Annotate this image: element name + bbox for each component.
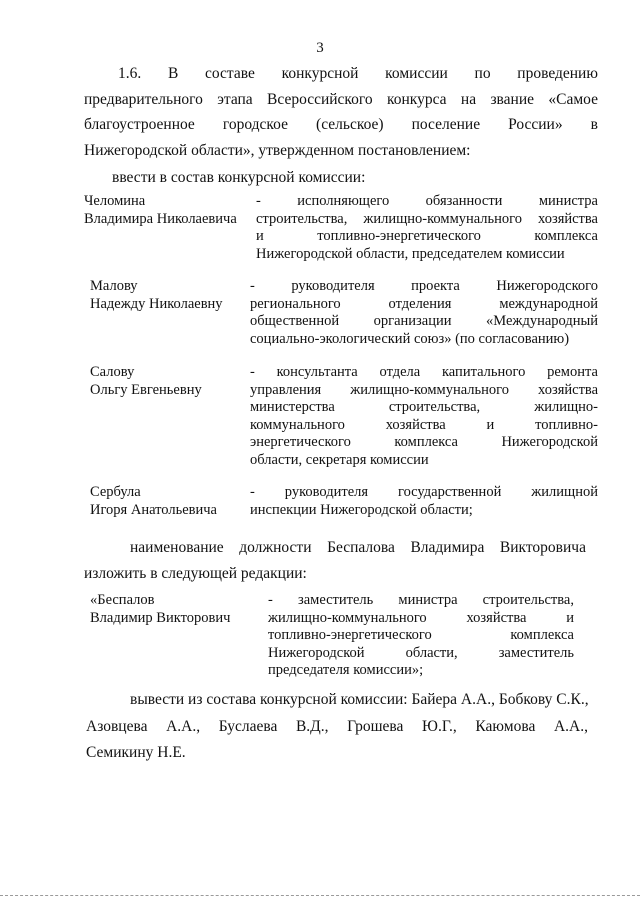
intro-word: благоустроенное xyxy=(84,116,195,133)
remove-word: А.А., xyxy=(166,718,201,735)
position-word: строительства, xyxy=(482,592,574,608)
remove-line-1: вывести из состава конкурсной комиссии: Байера А.А., Бобкову С.К., xyxy=(130,691,589,708)
intro-word: составе xyxy=(205,65,255,82)
position-line xyxy=(256,193,598,211)
remove-line-3: Семикину Н.Е. xyxy=(86,744,186,761)
new-title-name: «Беспалов Владимир Викторович xyxy=(90,592,231,626)
remove-word: А.А., xyxy=(553,718,588,735)
intro-line xyxy=(84,61,598,87)
member-position xyxy=(250,278,598,348)
position-word: и xyxy=(486,416,495,433)
position-word: заместитель xyxy=(498,644,574,661)
position-line xyxy=(256,211,598,229)
position-line xyxy=(250,434,598,452)
position-word: и xyxy=(566,609,574,626)
position-word: - xyxy=(268,592,273,608)
member-name: Челомина Владимира Николаевича xyxy=(84,193,237,227)
intro-word: Всероссийского xyxy=(267,90,373,108)
position-word: международной xyxy=(499,295,598,312)
intro-word: России» xyxy=(508,116,563,133)
position-word: отдела xyxy=(379,364,421,380)
position-line xyxy=(250,399,598,417)
member-name: Малову Надежду Николаевну xyxy=(90,278,223,312)
position-word: - xyxy=(256,193,261,209)
position-word: топливно- xyxy=(535,416,598,433)
position-word: проекта xyxy=(411,278,460,294)
position-line xyxy=(250,382,598,400)
position-line: области, секретаря комиссии xyxy=(250,451,429,468)
position-word: государственной xyxy=(397,484,502,500)
position-word: руководителя xyxy=(291,278,375,294)
new-title-position xyxy=(268,592,574,680)
position-word: ремонта xyxy=(547,364,598,380)
position-word: министра xyxy=(398,592,458,608)
position-line xyxy=(250,296,598,314)
position-line xyxy=(250,278,598,296)
position-word: жилищно- xyxy=(534,399,598,415)
position-word: - xyxy=(250,484,255,500)
position-line: Нижегородской области, председателем комиссии xyxy=(256,245,565,262)
position-word: топливно-энергетического xyxy=(268,627,432,643)
position-word: обязанности xyxy=(425,193,503,209)
position-word: регионального xyxy=(250,295,341,312)
intro-word: комиссии xyxy=(385,65,448,82)
position-word: консультанта xyxy=(276,364,358,380)
position-word: организации xyxy=(373,313,452,329)
remove-word: Грошева xyxy=(347,718,404,735)
position-word: - xyxy=(250,278,255,294)
position-word: Нижегородского xyxy=(496,278,598,294)
rename-line xyxy=(130,538,586,558)
position-word: строительства, xyxy=(256,210,348,227)
intro-line: Нижегородской области», утвержденном постановлением: xyxy=(84,141,471,159)
intro-word: конкурсной xyxy=(281,65,359,82)
position-line xyxy=(256,228,598,246)
new-title-row xyxy=(90,592,574,680)
position-line xyxy=(250,364,598,382)
intro-word: на xyxy=(460,90,477,108)
rename-word: должности xyxy=(239,539,312,556)
intro-word: этапа xyxy=(217,90,253,108)
remove-word: В.Д., xyxy=(295,718,329,735)
intro-line xyxy=(84,87,598,113)
intro-word: в xyxy=(590,116,598,133)
remove-word: Каюмова xyxy=(475,718,536,735)
member-name: Салову Ольгу Евгеньевну xyxy=(90,364,202,398)
rename-line-2: изложить в следующей редакции: xyxy=(84,565,307,582)
position-line: социально-экологический союз» (по согласованию) xyxy=(250,330,570,347)
position-line xyxy=(250,484,598,502)
bottom-rule xyxy=(0,895,640,897)
member-row xyxy=(90,484,598,519)
position-word: области, xyxy=(405,644,458,661)
position-word: жилищно-коммунального xyxy=(268,609,427,626)
position-word: капитального xyxy=(441,364,526,380)
position-word: руководителя xyxy=(284,484,369,500)
position-word: Нижегородской xyxy=(501,434,598,450)
position-word: топливно-энергетического xyxy=(317,228,481,244)
position-word: «Международный xyxy=(486,313,598,329)
member-row xyxy=(90,364,598,469)
intro-word: 1.6. xyxy=(118,65,142,82)
position-word: заместитель xyxy=(297,592,374,608)
position-word: хозяйства xyxy=(538,210,598,227)
rename-word: Беспалова xyxy=(327,539,395,556)
position-word: строительства, xyxy=(388,399,481,415)
intro-word: В xyxy=(167,65,179,82)
remove-word: Азовцева xyxy=(86,718,148,735)
add-heading: ввести в состав конкурсной комиссии: xyxy=(112,169,366,186)
position-word: исполняющего xyxy=(297,193,390,209)
member-position xyxy=(250,484,598,519)
position-word: жилищно-коммунального xyxy=(350,381,509,398)
remove-word: Ю.Г., xyxy=(422,718,457,735)
member-row xyxy=(90,278,598,348)
intro-line xyxy=(84,112,598,138)
position-word: общественной xyxy=(250,313,340,329)
intro-word: проведению xyxy=(517,65,598,82)
position-word: министерства xyxy=(250,399,335,415)
intro-word: городское xyxy=(222,116,288,133)
position-word: хозяйства xyxy=(466,609,527,626)
position-line xyxy=(268,627,574,645)
member-position xyxy=(256,193,598,263)
member-position xyxy=(250,364,598,469)
rename-word: Владимира xyxy=(410,539,485,556)
intro-paragraph xyxy=(84,61,598,163)
position-word: отделения xyxy=(388,295,452,312)
intro-word: предварительного xyxy=(84,90,203,108)
rename-word: наименование xyxy=(130,539,224,556)
position-word: управления xyxy=(250,381,322,398)
position-word: хозяйства xyxy=(538,381,598,398)
rename-word: Викторовича xyxy=(499,539,586,556)
position-word: коммунального xyxy=(250,416,345,433)
member-row xyxy=(84,193,598,263)
position-word: энергетического xyxy=(250,434,351,450)
position-line: инспекции Нижегородской области; xyxy=(250,501,473,518)
position-word: жилищной xyxy=(531,484,598,500)
intro-word: звание xyxy=(490,90,535,108)
position-word: комплекса xyxy=(394,434,458,450)
remove-word: Буслаева xyxy=(218,718,278,735)
intro-word: конкурса xyxy=(387,90,447,108)
position-word: Нижегородской xyxy=(268,644,365,661)
position-line xyxy=(268,645,574,663)
position-line: председателя комиссии»; xyxy=(268,662,424,678)
intro-word: по xyxy=(474,65,491,82)
position-line xyxy=(250,313,598,331)
intro-word: поселение xyxy=(411,116,481,133)
page-number: 3 xyxy=(316,40,324,56)
position-word: - xyxy=(250,364,255,380)
position-word: министра xyxy=(538,193,598,209)
intro-word: «Самое xyxy=(548,90,598,108)
position-word: комплекса xyxy=(510,627,574,643)
position-word: комплекса xyxy=(534,228,598,244)
position-line xyxy=(250,417,598,435)
member-name: Сербула Игоря Анатольевича xyxy=(90,484,217,518)
intro-word: (сельское) xyxy=(316,116,384,133)
position-word: хозяйства xyxy=(385,416,446,433)
position-word: жилищно-коммунального xyxy=(363,210,523,227)
remove-line-2 xyxy=(86,717,588,737)
position-line xyxy=(268,610,574,628)
position-line xyxy=(268,592,574,610)
position-word: и xyxy=(256,228,264,244)
